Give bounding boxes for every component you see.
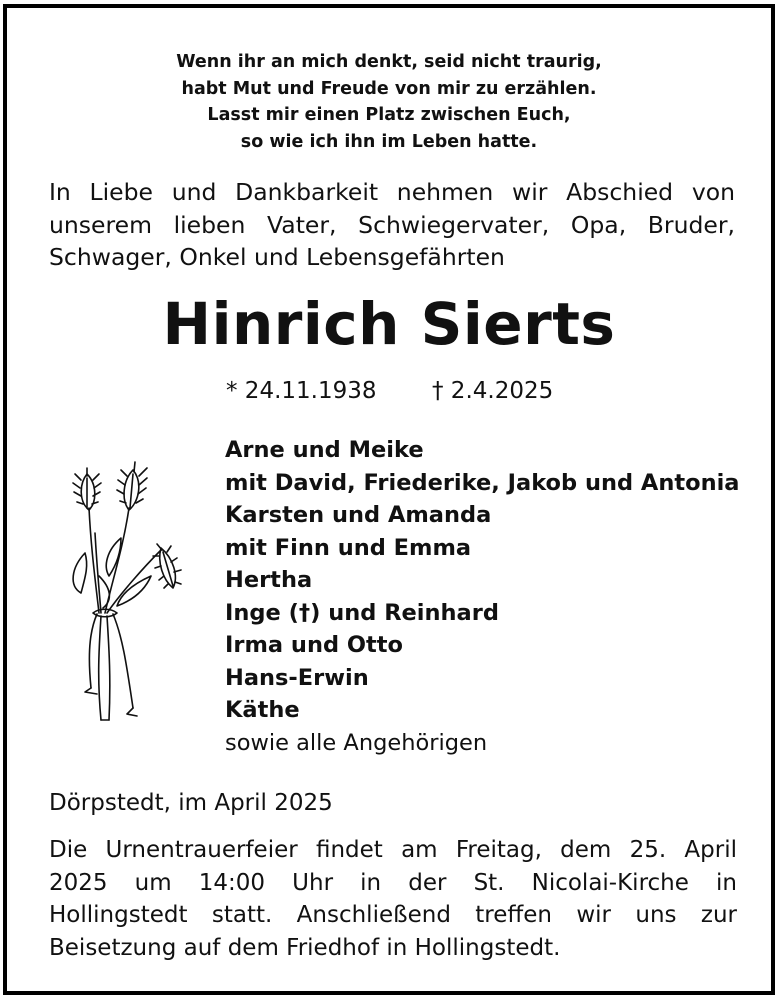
intro-line: In Liebe und Dankbarkeit nehmen wir Abschied von	[49, 178, 735, 206]
service-details	[49, 834, 737, 964]
mourner-entry: Käthe	[225, 697, 300, 723]
mourner-entry: Irma und Otto	[225, 632, 404, 658]
death-date: † 2.4.2025	[432, 378, 554, 404]
memorial-poem	[7, 49, 771, 155]
place-and-date: Dörpstedt, im April 2025	[49, 790, 333, 816]
poem-line: Lasst mir einen Platz zwischen Euch,	[207, 105, 571, 125]
birth-date: * 24.11.1938	[226, 378, 377, 404]
deceased-name: Hinrich Sierts	[162, 290, 616, 358]
service-line: Die Urnentrauerfeier findet am Freitag, dem 25. April	[49, 837, 737, 863]
wheat-bundle-icon	[63, 458, 187, 726]
poem-line: so wie ich ihn im Leben hatte.	[240, 131, 538, 152]
mourner-entry: sowie alle Angehörigen	[225, 729, 488, 756]
mourner-entry: Hans-Erwin	[225, 664, 369, 691]
mourner-entry: Hertha	[225, 567, 313, 593]
poem-line: Wenn ihr an mich denkt, seid nicht traurig,	[176, 52, 602, 72]
service-line: Hollingstedt statt. Anschließend treffen wir uns zur	[49, 902, 737, 928]
mourner-entry: Inge (†) und Reinhard	[225, 599, 499, 626]
mourner-entry: mit Finn und Emma	[225, 534, 472, 561]
intro-line: Schwager, Onkel und Lebensgefährten	[49, 243, 505, 271]
service-line: Beisetzung auf dem Friedhof in Hollingstedt.	[49, 934, 561, 961]
mourner-entry: mit David, Friederike, Jakob und Antonia	[225, 469, 740, 496]
obituary-notice	[3, 4, 775, 995]
farewell-intro	[49, 176, 735, 274]
service-line: 2025 um 14:00 Uhr in der St. Nicolai-Kirche in	[49, 869, 737, 896]
intro-line: unserem lieben Vater, Schwiegervater, Opa, Bruder,	[49, 210, 735, 239]
life-dates	[7, 374, 771, 408]
mourner-entry: Arne und Meike	[225, 437, 424, 463]
mourners-list	[225, 434, 740, 759]
poem-line: habt Mut und Freude von mir zu erzählen.	[181, 78, 597, 99]
mourner-entry: Karsten und Amanda	[225, 502, 492, 528]
